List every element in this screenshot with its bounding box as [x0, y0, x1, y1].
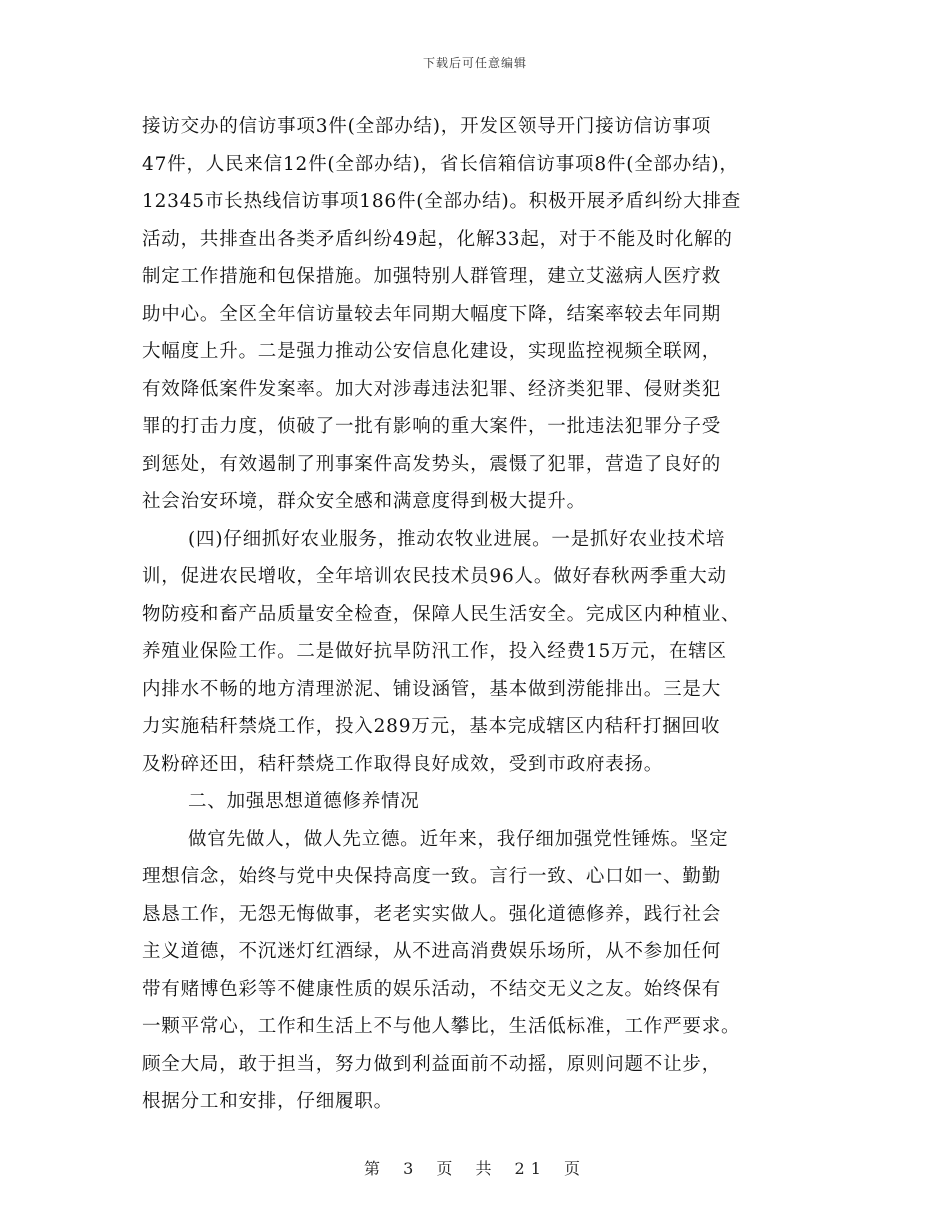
text-line: (四)仔细抓好农业服务，推动农牧业进展。一是抓好农业技术培 [188, 528, 726, 550]
text-line: 一颗平常心，工作和生活上不与他人攀比，生活低标准，工作严要求。 [142, 1016, 741, 1037]
text-line: 理想信念，始终与党中央保持高度一致。言行一致、心口如一、勤勤 [142, 866, 722, 887]
text-line: 养殖业保险工作。二是做好抗旱防汛工作，投入经费15万元，在辖区 [142, 641, 727, 662]
text-line: 内排水不畅的地方清理淤泥、铺设涵管，基本做到涝能排出。三是大 [142, 678, 722, 700]
document-body [142, 108, 812, 1121]
text-line: 根据分工和安排，仔细履职。 [142, 1091, 393, 1112]
text-line: 助中心。全区全年信访量较去年同期大幅度下降，结案率较去年同期 [142, 303, 722, 325]
text-line: 活动，共排查出各类矛盾纠纷49起，化解33起，对于不能及时化解的 [142, 228, 733, 250]
text-line: 做官先做人，做人先立德。近年来，我仔细加强党性锤炼。坚定 [188, 828, 729, 850]
text-line: 社会治安环境，群众安全感和满意度得到极大提升。 [142, 491, 586, 512]
text-line: 恳恳工作，无怨无悔做事，老老实实做人。强化道德修养，践行社会 [142, 903, 722, 925]
text-line: 到惩处，有效遏制了刑事案件高发势头，震慑了犯罪，营造了良好的 [142, 453, 722, 475]
text-line: 47件，人民来信12件(全部办结)，省长信箱信访事项8件(全部办结)， [142, 153, 739, 175]
text-line: 罪的打击力度，侦破了一批有影响的重大案件，一批违法犯罪分子受 [142, 416, 722, 437]
text-line: 及粉碎还田，秸秆禁烧工作取得良好成效，受到市政府表扬。 [142, 753, 664, 775]
text-line: 有效降低案件发案率。加大对涉毒违法犯罪、经济类犯罪、侵财类犯 [142, 378, 722, 400]
text-line: 训，促进农民增收，全年培训农民技术员96人。做好春秋两季重大动 [142, 566, 727, 587]
text-line: 制定工作措施和包保措施。加强特别人群管理，建立艾滋病人医疗救 [142, 266, 722, 287]
text-line: 物防疫和畜产品质量安全检查，保障人民生活安全。完成区内种植业、 [142, 603, 741, 625]
text-line: 顾全大局，敢于担当，努力做到利益面前不动摇，原则问题不让步， [142, 1053, 722, 1075]
text-line: 12345市长热线信访事项186件(全部办结)。积极开展矛盾纠纷大排查 [142, 191, 742, 212]
page-header: 下载后可任意编辑 [422, 56, 527, 70]
text-line: 带有赌博色彩等不健康性质的娱乐活动，不结交无义之友。始终保有 [142, 978, 722, 1000]
text-line: 大幅度上升。二是强力推动公安信息化建设，实现监控视频全联网， [142, 341, 722, 362]
text-line: 接访交办的信访事项3件(全部办结)，开发区领导开门接访信访事项 [142, 116, 712, 137]
text-line: 主义道德，不沉迷灯红酒绿，从不进高消费娱乐场所，从不参加任何 [142, 941, 722, 962]
text-line: 力实施秸秆禁烧工作，投入289万元，基本完成辖区内秸秆打捆回收 [142, 716, 721, 737]
text-line: 二、加强思想道德修养情况 [188, 791, 420, 812]
page-footer: 第 3 页 共 21 页 [364, 1159, 586, 1178]
